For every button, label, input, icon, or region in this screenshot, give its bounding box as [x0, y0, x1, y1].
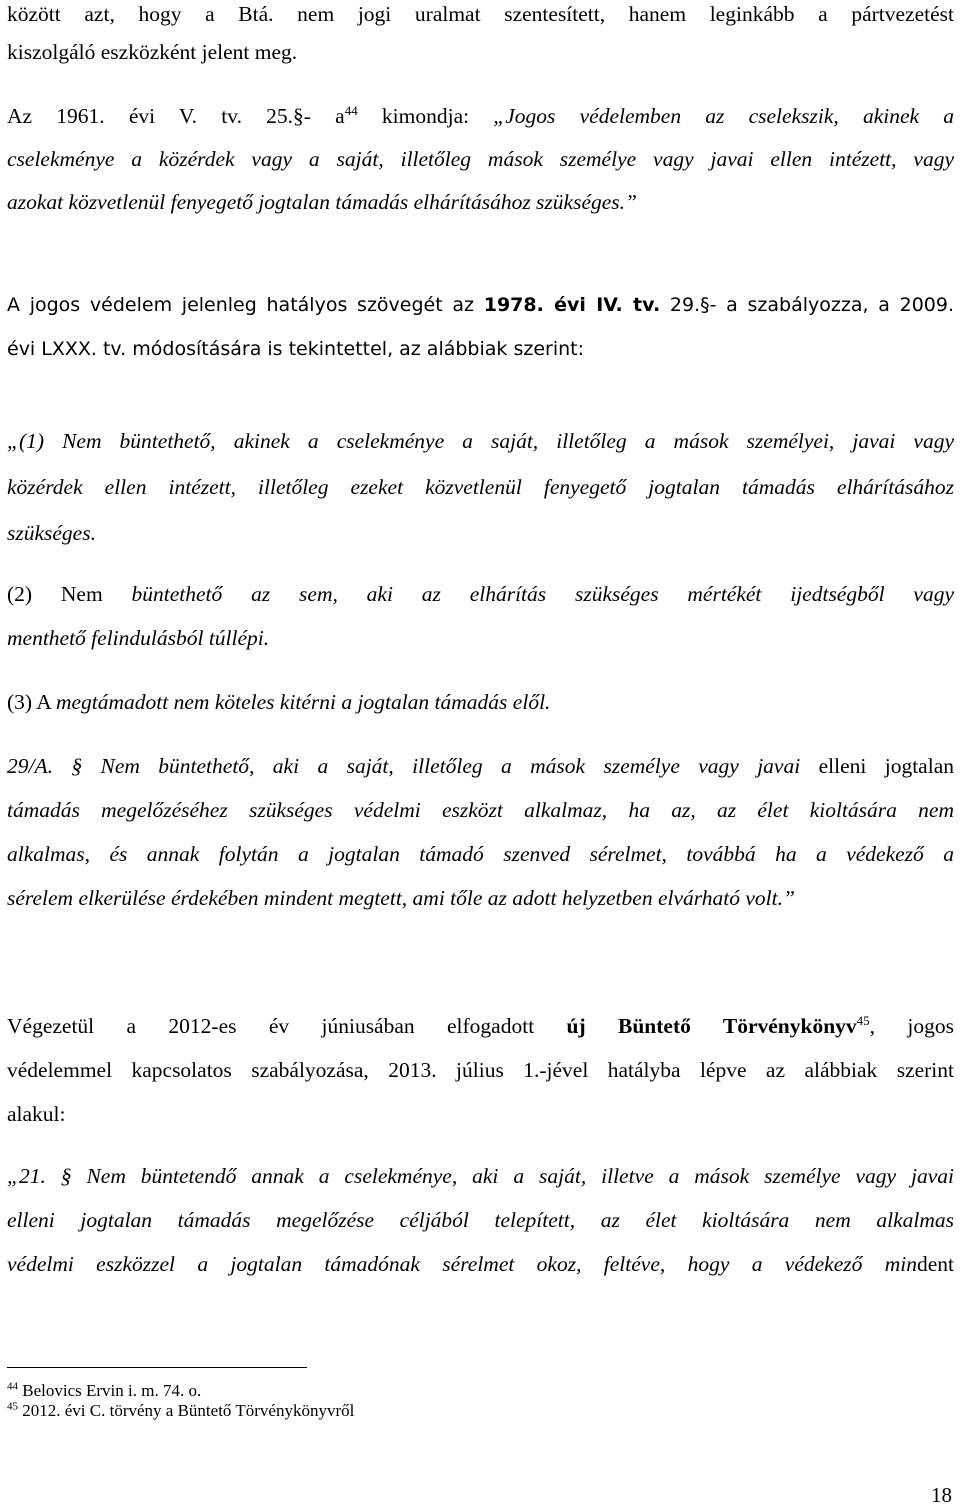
quote-text: közérdek ellen intézett, illetőleg ezeket közvetlenül fenyegető jogtalan támadás elhárításához — [7, 475, 954, 499]
paragraph-line: között azt, hogy a Btá. nem jogi uralmat szentesített, hanem leginkább a pártvezetést — [7, 2, 954, 26]
text-run: dent — [916, 1252, 954, 1276]
footnote-ref-45: 45 — [856, 1012, 870, 1028]
paragraph-line — [7, 1162, 954, 1190]
text-run: Végezetül a 2012-es év júniusában elfogadott — [7, 1014, 567, 1038]
paragraph-line: évi LXXX. tv. módosítására is tekintettel, az alábbiak szerint: — [7, 338, 585, 360]
text-run: elleni jogtalan — [818, 754, 954, 778]
quote-text: „21. § Nem büntetendő annak a cselekménye, aki a saját, illetve a mások személye vagy javai — [7, 1164, 954, 1188]
quote-text: védelmi eszközzel a jogtalan támadónak sérelmet okoz, feltéve, hogy a védekező min — [7, 1252, 917, 1276]
quote-text: 29/A. § Nem büntethető, aki a saját, illetőleg a mások személye vagy javai — [7, 754, 819, 778]
footnote-text: Belovics Ervin i. m. 74. o. — [22, 1381, 202, 1400]
paragraph-line: alakul: — [7, 1102, 66, 1126]
paragraph-line — [7, 580, 954, 608]
quote-text: szükséges. — [7, 521, 96, 545]
page-number: 18 — [931, 1483, 952, 1507]
law-citation: Az 1961. évi V. tv. 25. — [7, 104, 294, 128]
quote-text: azokat közvetlenül fenyegető jogtalan támadás elhárításához szükséges.” — [7, 190, 637, 214]
text-run: kimondja: — [357, 104, 494, 128]
law-reference: új Büntető Törvénykönyv — [566, 1014, 857, 1038]
paragraph-line — [7, 884, 795, 912]
paragraph-line — [7, 752, 954, 780]
quote-text: „(1) Nem büntethető, akinek a cselekménye a saját, illetőleg a mások személyei, javai vagy — [7, 429, 954, 453]
text-run: (3) A — [7, 690, 56, 714]
paragraph-line — [7, 1012, 954, 1040]
paragraph-line — [7, 102, 954, 130]
paragraph-line — [7, 1250, 954, 1278]
text-run: A jogos védelem jelenleg hatályos szövegét az — [7, 294, 484, 316]
quote-text: büntethető az sem, aki az elhárítás szükséges mértékét ijedtségből vagy — [131, 582, 954, 606]
paragraph-line — [7, 840, 954, 868]
quote-text: sérelem elkerülése érdekében mindent megtett, ami tőle az adott helyzetben elvárható volt.” — [7, 886, 795, 910]
footnote-number: 45 — [7, 1400, 18, 1413]
paragraph-line: védelemmel kapcsolatos szabályozása, 2013. július 1.-jével hatályba lépve az alábbiak szerint — [7, 1058, 954, 1082]
quote-text: „Jogos védelemben az cselekszik, akinek a — [493, 104, 954, 128]
footnote-number: 44 — [7, 1380, 18, 1393]
quote-text: támadás megelőzéséhez szükséges védelmi eszközt alkalmaz, ha az, az élet kioltására nem — [7, 798, 954, 822]
paragraph-line — [7, 519, 96, 547]
paragraph-line: kiszolgáló eszközként jelent meg. — [7, 40, 298, 64]
paragraph-line — [7, 145, 954, 173]
section-symbol: §- a — [293, 104, 345, 128]
paragraph-line — [7, 688, 550, 716]
paragraph-line — [7, 188, 637, 216]
footnote-text: 2012. évi C. törvény a Büntető Törvénykönyvről — [22, 1401, 355, 1420]
quote-text: alkalmas, és annak folytán a jogtalan támadó szenved sérelmet, továbbá ha a védekező a — [7, 842, 954, 866]
paragraph-line — [7, 624, 269, 652]
quote-text: menthető felindulásból túllépi. — [7, 626, 270, 650]
paragraph-line — [7, 473, 954, 501]
text-run: , jogos — [869, 1014, 954, 1038]
footnote — [7, 1381, 201, 1401]
footnote-ref-44: 44 — [344, 102, 358, 118]
quote-text: elleni jogtalan támadás megelőzése céljából telepített, az élet kioltására nem alkalmas — [7, 1208, 954, 1232]
paragraph-line — [7, 796, 954, 824]
paragraph-line — [7, 427, 954, 455]
text-run: 29.§- a szabályozza, a 2009. — [660, 294, 954, 316]
law-reference: 1978. évi IV. tv. — [483, 294, 661, 316]
quote-text: megtámadott nem köteles kitérni a jogtalan támadás elől. — [55, 690, 551, 714]
paragraph-line — [7, 1206, 954, 1234]
footnote-separator — [7, 1367, 307, 1368]
footnote — [7, 1401, 354, 1421]
paragraph-line — [7, 291, 954, 319]
text-run: (2) Nem — [7, 582, 132, 606]
quote-text: cselekménye a közérdek vagy a saját, illetőleg mások személye vagy javai ellen intézett, vagy — [7, 147, 954, 171]
